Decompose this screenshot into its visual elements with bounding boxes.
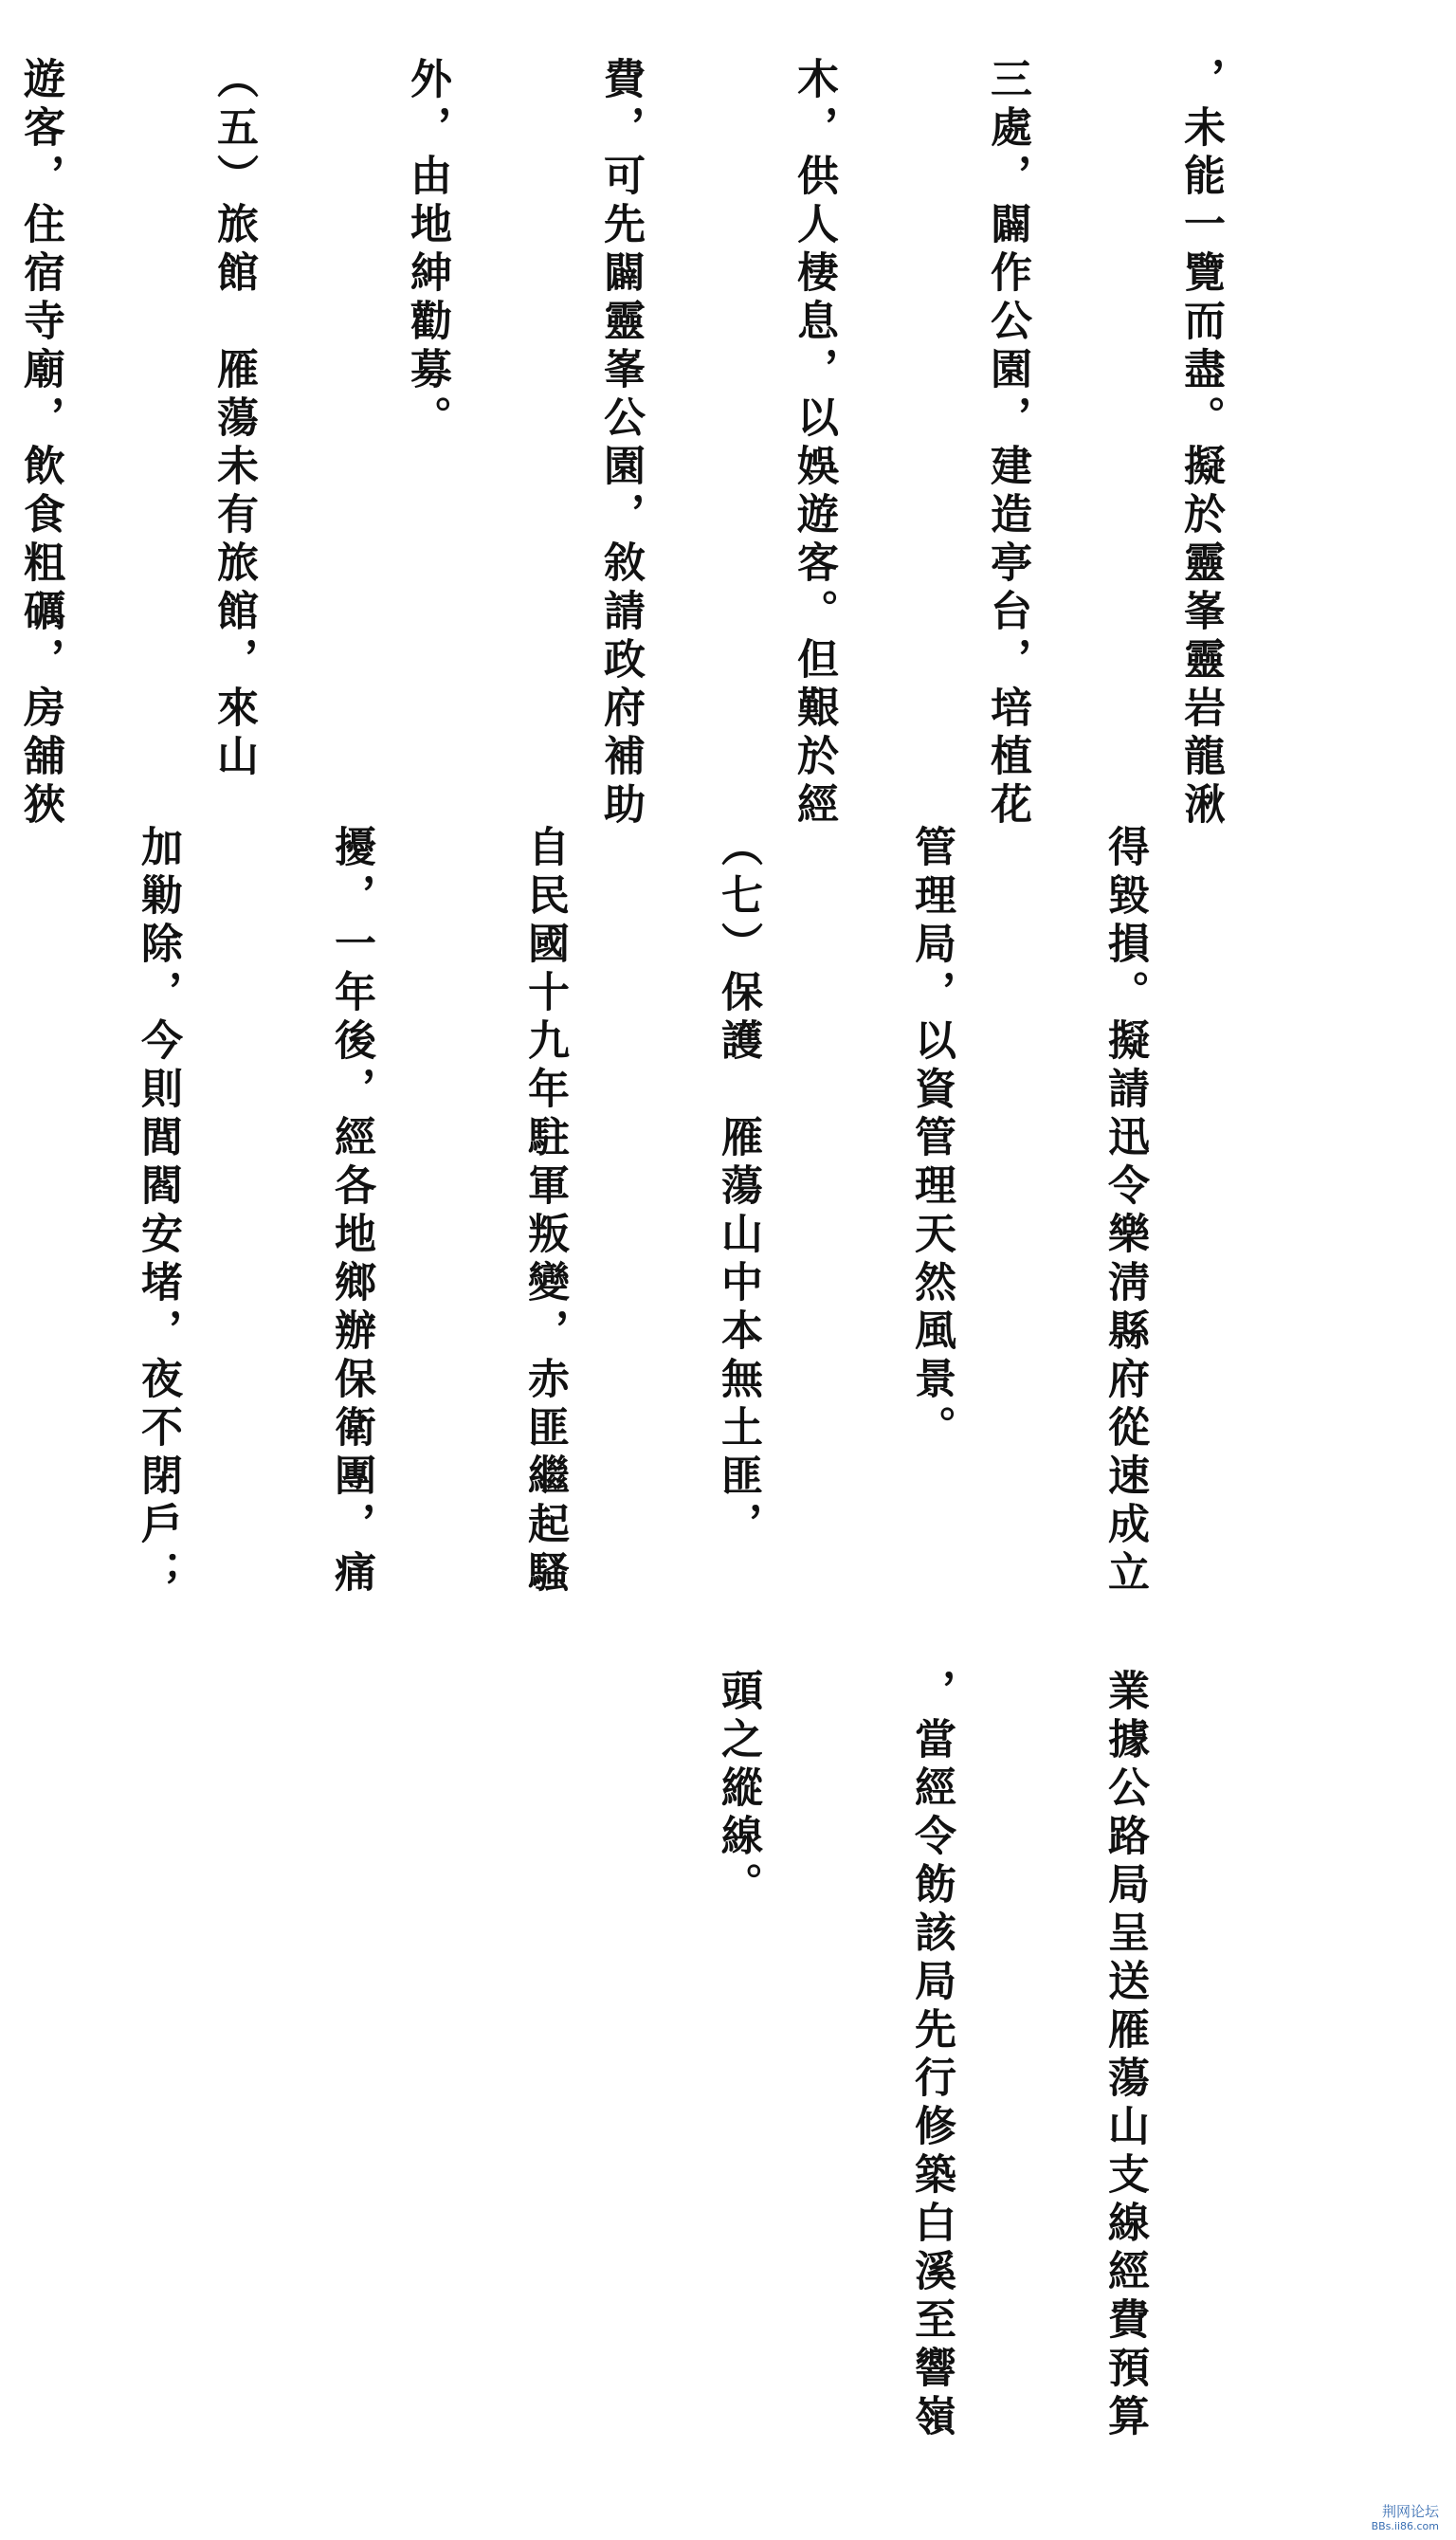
- text-column: 外，由地紳勸募。: [403, 57, 451, 444]
- text-block-bottom: [576, 1669, 1285, 2522]
- text-column: 木，供人棲息，以娛遊客。但艱於經: [790, 57, 838, 831]
- watermark-title: 荆网论坛: [1381, 2502, 1439, 2520]
- section-heading-hotels: （五）旅館 雁蕩未有旅館，來山: [209, 57, 258, 782]
- text-column: 自民國十九年駐軍叛變，赤匪繼起騷: [520, 825, 569, 1599]
- editor-note-column: 頭之縱線。: [714, 1669, 762, 1910]
- text-block-top: [0, 57, 1361, 831]
- text-block-middle: [0, 825, 1285, 1735]
- section-heading-protection: （七）保護 雁蕩山中本無土匪，: [714, 825, 762, 1550]
- editor-note-column: 業據公路局呈送雁蕩山支線經費預算: [1101, 1669, 1149, 2442]
- editor-note-column: ，當經令飭該局先行修築白溪至響嶺: [907, 1669, 956, 2442]
- text-column: 三處，闢作公園，建造亭台，培植花: [983, 57, 1031, 831]
- text-column: 管理局，以資管理天然風景。: [907, 825, 956, 1453]
- watermark-url: BBs.ii86.com: [1371, 2519, 1439, 2532]
- text-column: 費，可先闢靈峯公園，敘請政府補助: [596, 57, 645, 831]
- text-column: 加勦除，今則閭閻安堵，夜不閉戶；: [134, 825, 182, 1599]
- text-column: 擾，一年後，經各地鄉辦保衛團，痛: [327, 825, 375, 1599]
- text-column: 遊客，住宿寺廟，飲食粗礪，房舖狹: [16, 57, 64, 831]
- text-column: 得毀損。擬請迅令樂淸縣府從速成立: [1101, 825, 1149, 1599]
- forum-watermark: [1372, 2503, 1439, 2532]
- text-column: ，未能一覽而盡。擬於靈峯靈岩龍湫: [1176, 57, 1225, 831]
